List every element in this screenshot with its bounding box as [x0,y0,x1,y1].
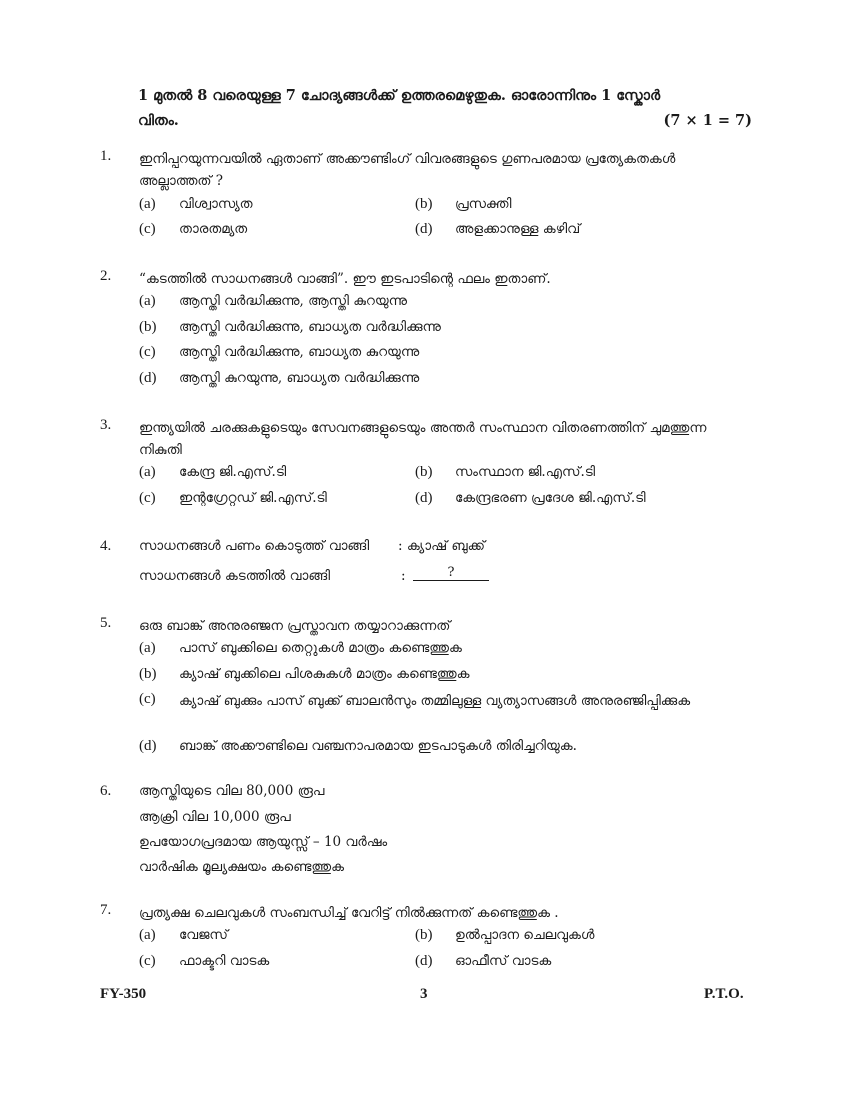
q6-line-3: ഉപയോഗപ്രദമായ ആയുസ്സ് – 10 വർഷം [139,834,388,850]
match-left-1: സാധനങ്ങൾ പണം കൊടുത്ത് വാങ്ങി [139,538,370,554]
page-number: 3 [420,986,428,1002]
option-c: (c) ഇന്റഗ്രേറ്റഡ് ജി.എസ്.ടി [139,490,327,506]
option-d: (d) കേന്ദ്രഭരണ പ്രദേശ ജി.എസ്.ടി [415,490,646,506]
question-number: 1. [100,148,112,164]
match-colon-2: : [401,568,406,584]
question-text: ഇനിപ്പറയുന്നവയിൽ ഏതാണ് അക്കൗണ്ടിംഗ് വിവരങ്ങളുടെ ഗുണപരമായ പ്രത്യേകതകൾ അല്ലാത്തത് ? [139,151,676,189]
match-right-1: : ക്യാഷ് ബുക്ക് [398,538,485,554]
q6-line-2: ആക്രി വില 10,000 രൂപ [139,809,291,825]
option-d: (d) ആസ്തി കുറയുന്നു, ബാധ്യത വർദ്ധിക്കുന്നു [139,370,420,386]
option-a: (a) ആസ്തി വർദ്ധിക്കുന്നു, ആസ്തി കുറയുന്നു [139,293,408,309]
option-d: (d) ബാങ്ക് അക്കൗണ്ടിലെ വഞ്ചനാപരമായ ഇടപാടുകൾ തിരിച്ചറിയുക. [139,738,577,754]
option-b: (b) പ്രസക്തി [415,196,512,212]
instructions [138,83,752,133]
option-c: (c) ഫാക്ടറി വാടക [139,953,270,969]
paper-code: FY-350 [100,986,147,1002]
option-b: (b) ആസ്തി വർദ്ധിക്കുന്നു, ബാധ്യത വർദ്ധിക്കുന്നു [139,319,441,335]
option-c: (c) ആസ്തി വർദ്ധിക്കുന്നു, ബാധ്യത കുറയുന്നു [139,344,420,360]
question-number: 6. [100,783,112,799]
option-a: (a) പാസ് ബുക്കിലെ തെറ്റുകൾ മാത്രം കണ്ടെത്തുക [139,640,462,656]
option-b: (b) ക്യാഷ് ബുക്കിലെ പിശകുകൾ മാത്രം കണ്ടെത്തുക [139,666,470,682]
option-b: (b) ഉൽപ്പാദന ചെലവുകൾ [415,927,595,943]
option-b: (b) സംസ്ഥാന ജി.എസ്.ടി [415,464,596,480]
question-number: 2. [100,268,112,284]
marks-scheme: (7 × 1 = 7) [663,112,752,129]
question-number: 4. [100,538,112,554]
question-number: 3. [100,417,112,433]
option-a: (a) വേജസ് [139,927,228,943]
option-a: (a) കേന്ദ്ര ജി.എസ്.ടി [139,464,287,480]
match-left-2: സാധനങ്ങൾ കടത്തിൽ വാങ്ങി [139,568,331,584]
question-text: ഇന്ത്യയിൽ ചരക്കുകളുടെയും സേവനങ്ങളുടെയും അന്തർ സംസ്ഥാന വിതരണത്തിന് ചുമത്തുന്ന നികുതി [139,420,707,458]
option-c: (c) ക്യാഷ് ബുക്കും പാസ് ബുക്ക് ബാലൻസും തമ്മിലുള്ള വ്യത്യാസങ്ങൾ അനുരഞ്ജിപ്പിക്കുക [139,691,691,709]
question-number: 5. [100,615,112,631]
please-turn-over: P.T.O. [704,986,744,1002]
q6-line-4: വാർഷിക മൂല്യക്ഷയം കണ്ടെത്തുക [139,859,345,875]
question-text: പ്രത്യക്ഷ ചെലവുകൾ സംബന്ധിച്ച് വേറിട്ട് നിൽക്കുന്നത് കണ്ടെത്തുക . [139,905,559,921]
question-text: “കടത്തിൽ സാധനങ്ങൾ വാങ്ങി”. ഈ ഇടപാടിന്റെ ഫലം ഇതാണ്. [139,271,551,287]
instructions-line2: വിതം. [138,112,179,129]
option-d: (d) അളക്കാനുള്ള കഴിവ് [415,221,581,237]
option-c: (c) താരതമ്യത [139,221,248,237]
question-number: 7. [100,902,112,918]
question-text: ഒരു ബാങ്ക് അനുരഞ്ജന പ്രസ്താവന തയ്യാറാക്കുന്നത് [139,618,451,634]
instructions-line1: 1 മുതൽ 8 വരെയുള്ള 7 ചോദ്യങ്ങൾക്ക് ഉത്തരമെഴുതുക. ഓരോന്നിനും 1 സ്കോർ [138,87,661,104]
option-d: (d) ഓഫീസ് വാടക [415,953,552,969]
option-a: (a) വിശ്വാസ്യത [139,196,253,212]
answer-blank: ? [413,566,489,581]
q6-line-1: ആസ്തിയുടെ വില 80,000 രൂപ [139,783,325,799]
